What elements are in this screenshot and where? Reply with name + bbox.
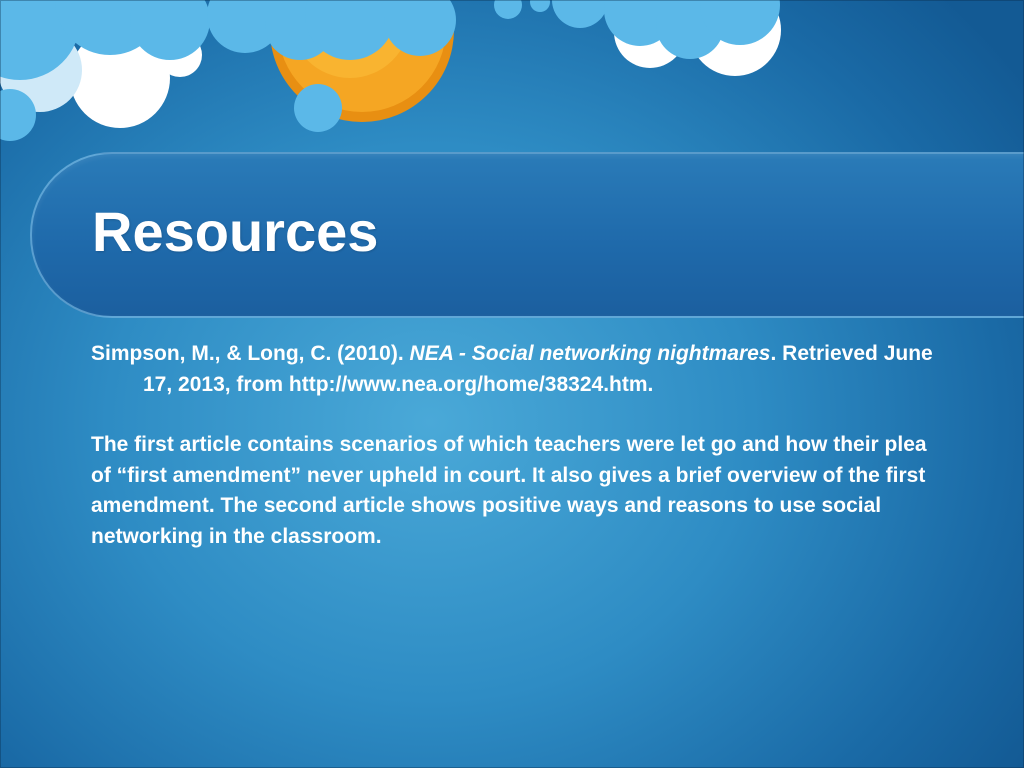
sky-decoration: [0, 0, 1024, 160]
article-description: The first article contains scenarios of which teachers were let go and how their plea of “first amendment” never upheld in court. It also gives a brief overview of the first amendment. The second article shows positive ways and reasons to use social networking in the classroom.: [91, 433, 927, 548]
cloud-right-icon: [494, 0, 781, 76]
cloud-small-icon: [294, 84, 342, 132]
citation-reference: [91, 339, 951, 400]
slide-title: Resources: [92, 200, 379, 263]
slide-content: [91, 339, 951, 552]
citation-article-title: NEA - Social networking nightmares: [409, 342, 771, 365]
citation-authors: Simpson, M., & Long, C. (2010).: [91, 342, 410, 365]
citation-retrieval: . Retrieved June 17, 2013, from http://www.nea.org/home/38324.htm.: [143, 342, 933, 396]
